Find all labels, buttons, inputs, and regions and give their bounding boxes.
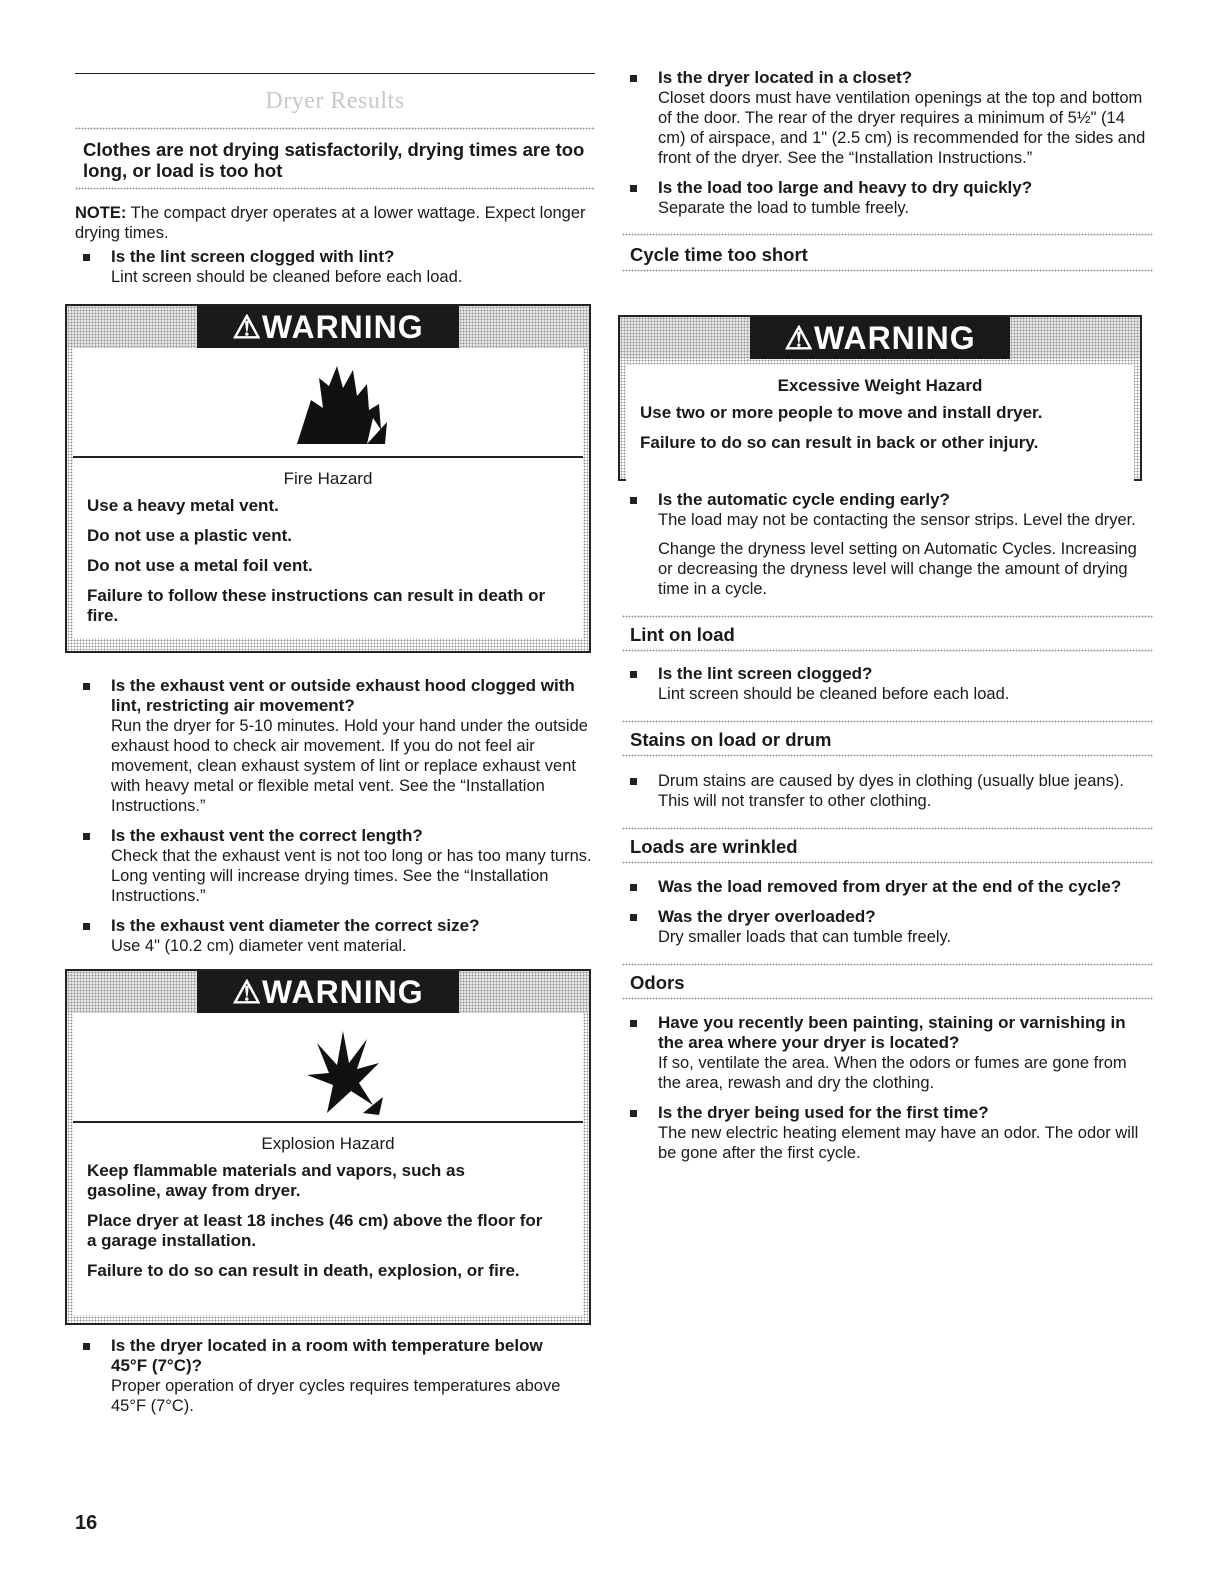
heading-divider [622, 720, 1153, 723]
list-item [622, 178, 1153, 218]
list-item [622, 877, 1153, 897]
heading-divider [622, 754, 1153, 757]
note-label: NOTE: [75, 204, 127, 222]
warning-line: Failure to follow these instructions can result in death or fire. [87, 586, 546, 625]
heading-divider [622, 269, 1153, 272]
warning-banner-label: ⚠WARNING [232, 974, 424, 1010]
hazard-title: Excessive Weight Hazard [777, 376, 983, 395]
question: Is the exhaust vent or outside exhaust hood clogged with lint, restricting air movement? [111, 676, 575, 715]
bullet-icon [630, 884, 637, 891]
list-item [75, 247, 595, 287]
section-divider [75, 127, 595, 130]
left-column-bottom [75, 1336, 595, 1416]
warning-line: Use a heavy metal vent. [87, 496, 279, 515]
fire-warning-box [65, 304, 591, 653]
fire-icon [67, 348, 589, 456]
answer: Run the dryer for 5-10 minutes. Hold your hand under the outside exhaust hood to check air movement. If you do not feel air movement, clean exhaust system of lint or replace exhaust vent with heavy metal or flexible metal vent. See the “Installation Instructions.” [111, 717, 588, 815]
list-item [622, 490, 1153, 599]
question: Is the exhaust vent the correct length? [111, 826, 423, 845]
question: Was the dryer overloaded? [658, 907, 876, 926]
question: Is the lint screen clogged with lint? [111, 247, 395, 266]
list-item [622, 771, 1153, 811]
warning-banner [67, 306, 589, 348]
bullet-icon [630, 185, 637, 192]
right-column [622, 68, 1153, 272]
list-item [75, 1336, 595, 1416]
heading-divider [622, 827, 1153, 830]
answer: If so, ventilate the area. When the odors or fumes are gone from the area, rewash and dry the clothing. [658, 1054, 1127, 1092]
heading-divider [622, 997, 1153, 1000]
warning-line: Keep flammable materials and vapors, such as gasoline, away from dryer. [87, 1161, 465, 1200]
answer: Drum stains are caused by dyes in clothing (usually blue jeans). This will not transfer to other clothing. [658, 772, 1124, 810]
answer: Lint screen should be cleaned before each load. [658, 685, 1010, 703]
warning-banner-label: ⚠WARNING [232, 309, 424, 345]
fire-pictogram [73, 348, 583, 456]
bullet-icon [630, 1110, 637, 1117]
list-item [622, 1013, 1153, 1093]
note-text: The compact dryer operates at a lower wattage. Expect longer drying times. [75, 204, 586, 242]
page-number: 16 [75, 1512, 98, 1534]
hazard-title: Fire Hazard [283, 469, 373, 488]
warning-line: Failure to do so can result in death, explosion, or fire. [87, 1261, 520, 1280]
warning-body [73, 458, 583, 638]
answer: The load may not be contacting the sensor strips. Level the dryer. [658, 511, 1136, 529]
answer: Proper operation of dryer cycles requires temperatures above 45°F (7°C). [111, 1377, 561, 1415]
left-column-mid [75, 676, 595, 956]
heading-divider [75, 187, 595, 190]
list-item [75, 826, 595, 906]
answer: Lint screen should be cleaned before each load. [111, 268, 463, 286]
bullet-icon [630, 497, 637, 504]
question: Is the automatic cycle ending early? [658, 490, 950, 509]
question: Was the load removed from dryer at the end of the cycle? [658, 877, 1122, 896]
bullet-icon [630, 1020, 637, 1027]
warning-line: Failure to do so can result in back or other injury. [640, 433, 1039, 452]
question: Have you recently been painting, staining or varnishing in the area where your dryer is located? [658, 1013, 1126, 1052]
warning-banner-label: ⚠WARNING [784, 320, 976, 356]
question: Is the lint screen clogged? [658, 664, 873, 683]
note-paragraph [75, 203, 595, 243]
wrinkled-heading: Loads are wrinkled [630, 836, 798, 857]
explosion-warning-box [65, 969, 591, 1325]
answer: Check that the exhaust vent is not too long or has too many turns. Long venting will increase drying times. See the “Installation Instructions.” [111, 847, 592, 905]
right-column-lower [622, 490, 1153, 1163]
warning-body [73, 1123, 583, 1315]
question: Is the dryer being used for the first time? [658, 1103, 989, 1122]
answer: Separate the load to tumble freely. [658, 199, 910, 217]
explosion-pictogram [73, 1013, 583, 1121]
heading-divider [622, 615, 1153, 618]
question: Is the exhaust vent diameter the correct size? [111, 916, 480, 935]
answer: Closet doors must have ventilation openings at the top and bottom of the door. The rear of the dryer requires a minimum of 5½" (14 cm) of airspace, and 1" (2.5 cm) is recommended for the sides and front of the dryer. See the “Installation Instructions.” [658, 89, 1146, 167]
heading-divider [622, 963, 1153, 966]
answer: The new electric heating element may have an odor. The odor will be gone after the first cycle. [658, 1124, 1139, 1162]
warning-banner [620, 317, 1140, 359]
bullet-icon [83, 1343, 90, 1350]
cycle-heading: Cycle time too short [630, 244, 808, 265]
odors-heading: Odors [630, 972, 685, 993]
stains-heading: Stains on load or drum [630, 729, 832, 750]
left-column [75, 139, 595, 287]
answer: Use 4" (10.2 cm) diameter vent material. [111, 937, 407, 955]
question: Is the dryer located in a room with temperature below 45°F (7°C)? [111, 1336, 543, 1375]
warning-line: Place dryer at least 18 inches (46 cm) above the floor for a garage installation. [87, 1211, 543, 1250]
hazard-title: Explosion Hazard [261, 1134, 395, 1153]
heading-divider [622, 649, 1153, 652]
warning-line: Do not use a metal foil vent. [87, 556, 313, 575]
bullet-icon [83, 833, 90, 840]
section-title: Dryer Results [265, 88, 405, 114]
warning-banner [67, 971, 589, 1013]
warning-body [626, 365, 1134, 481]
weight-warning-box [618, 315, 1142, 481]
list-item [622, 664, 1153, 704]
question: Is the dryer located in a closet? [658, 68, 913, 87]
answer: Change the dryness level setting on Automatic Cycles. Increasing or decreasing the dryness level will change the amount of drying time in a cycle. [658, 540, 1137, 598]
question: Is the load too large and heavy to dry quickly? [658, 178, 1033, 197]
bullet-icon [83, 683, 90, 690]
bullet-icon [630, 671, 637, 678]
bullet-icon [630, 914, 637, 921]
warning-line: Do not use a plastic vent. [87, 526, 292, 545]
top-rule [75, 73, 595, 74]
list-item [75, 916, 595, 956]
list-item [75, 676, 595, 816]
list-item [622, 1103, 1153, 1163]
answer: Dry smaller loads that can tumble freely. [658, 928, 952, 946]
list-item [622, 907, 1153, 947]
heading-divider [622, 233, 1153, 236]
explosion-icon [67, 1013, 589, 1121]
bullet-icon [83, 254, 90, 261]
heading-divider [622, 861, 1153, 864]
lint-heading: Lint on load [630, 624, 735, 645]
warning-line: Use two or more people to move and install dryer. [640, 403, 1043, 422]
problem-heading: Clothes are not drying satisfactorily, drying times are too long, or load is too hot [83, 139, 585, 181]
bullet-icon [83, 923, 90, 930]
bullet-icon [630, 778, 637, 785]
bullet-icon [630, 75, 637, 82]
list-item [622, 68, 1153, 168]
